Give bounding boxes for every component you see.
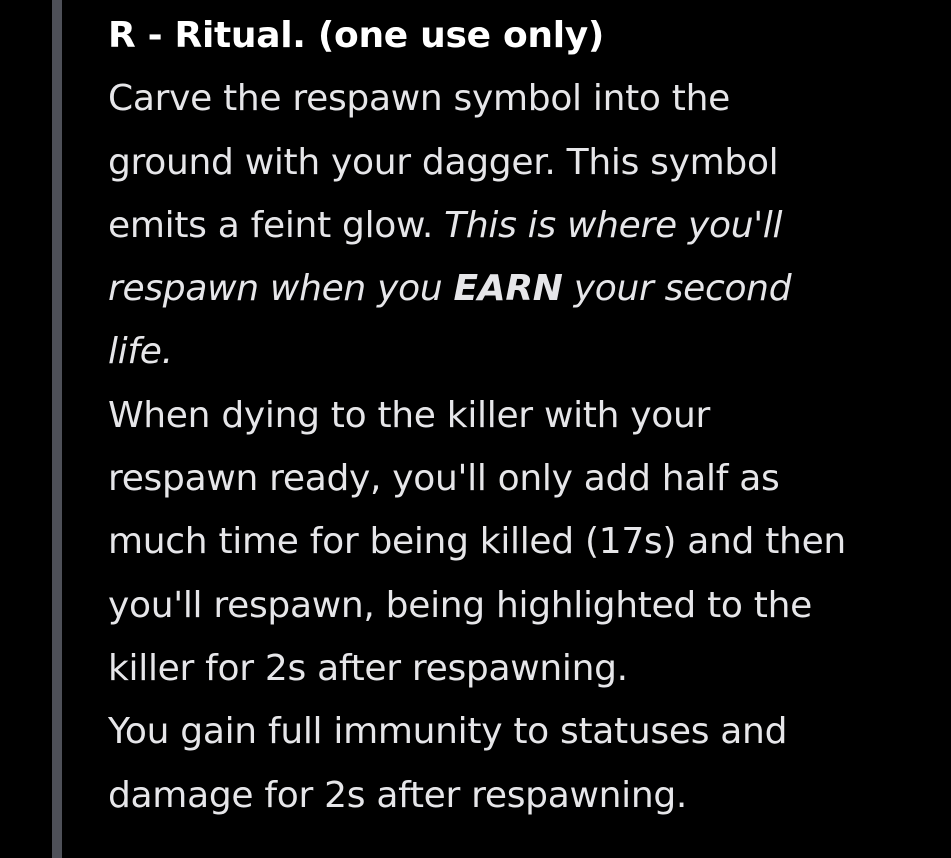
text-line [108,194,928,257]
italic-text: your second [573,268,792,310]
text-line: you'll respawn, being highlighted to the [108,584,812,626]
immunity-description [108,700,928,827]
ability-heading: R - Ritual. (one use only) [108,15,605,56]
plain-text: emits a feint glow. [108,204,433,246]
text-line [108,257,928,320]
text-line: respawn ready, you'll only add half as [108,458,780,500]
ability-description [108,67,928,383]
text-line: much time for being killed (17s) and then [108,521,846,563]
text-line: killer for 2s after respawning. [108,647,628,689]
bold-italic-text: EARN [453,268,563,310]
respawn-description [108,384,928,700]
italic-text: This is where you'll [444,204,783,246]
text-line: You gain full immunity to statuses and [108,711,788,753]
italic-text: respawn when you [108,268,443,310]
text-line: Carve the respawn symbol into the [108,78,730,120]
text-line: damage for 2s after respawning. [108,774,688,816]
text-line: When dying to the killer with your [108,394,711,436]
blockquote-bar [52,0,62,858]
message-content [108,4,928,827]
text-line: life. [108,331,173,373]
text-line: ground with your dagger. This symbol [108,141,779,183]
